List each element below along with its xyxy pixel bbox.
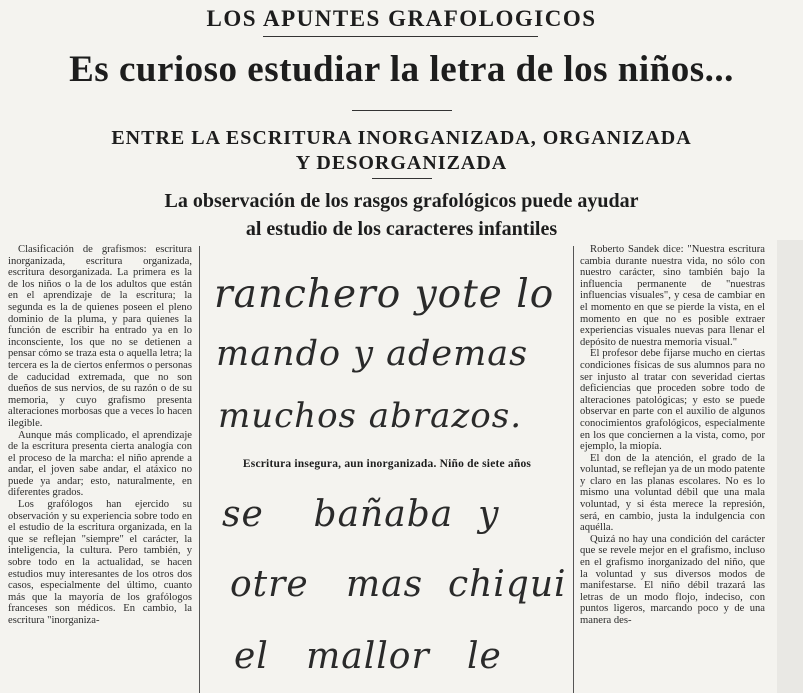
- subdeck-line-2: al estudio de los caracteres infantiles: [245, 218, 558, 240]
- subdeck-line-1: La observación de los rasgos grafológicos puede ayudar: [164, 190, 639, 212]
- paragraph: Los grafólogos han ejercido su observación y su experiencia sobre todo en el estudio de la escritura organizada, en la que se reflejan "siempre" el carácter, la inteligencia, la cultura. Pero también, y sobre todo en la actualidad, se hacen estudios muy interesantes de los otros dos casos, especialmente del último, cuanto más que la mayoría de los grafólogos franceses son médicos. En cambio, la escritura "inorganiza-: [8, 499, 192, 626]
- handwriting-sample-1-line-2: mando y ademas: [216, 334, 529, 374]
- handwriting-sample-1-line-1: ranchero yote lo: [214, 272, 555, 317]
- headline: Es curioso estudiar la letra de los niños...: [69, 49, 734, 90]
- deck: [100, 126, 703, 176]
- handwriting-sample-2-line-2: otre mas chiqui: [230, 564, 567, 605]
- page-edge: [777, 240, 803, 693]
- headline-divider: [352, 110, 452, 111]
- column-rule-right: [573, 246, 574, 693]
- right-column: [580, 244, 765, 627]
- paragraph: Roberto Sandek dice: "Nuestra escritura cambia durante nuestra vida, no sólo con nuestro carácter, sino también bajo la influencia permanente de "nuestras influencias visuales", y cesa de cambiar en el momento en que se pierde la vista, en el momento en que no es posible extraer experiencias visuales nuevas para llenar el depósito de nuestra memoria visual.": [580, 244, 765, 348]
- left-column: [8, 244, 192, 627]
- handwriting-figure: [206, 246, 568, 693]
- column-rule-left: [199, 246, 200, 693]
- paragraph: El profesor debe fijarse mucho en ciertas condiciones físicas de sus alumnos para no ser injusto al tratar con severidad ciertas deficiencias que proceden sobre todo de alteraciones patológicas; y esto se puede observar en parte con el auxilio de algunos conocimientos grafológicos, especialmente en los que conciernen a la vista, como, por ejemplo, la miopía.: [580, 348, 765, 453]
- handwriting-sample-1-line-3: muchos abrazos.: [218, 396, 522, 436]
- subdeck: [60, 187, 743, 243]
- paragraph: Clasificación de grafismos: escritura inorganizada, escritura organizada, escritura desorganizada. La primera es la de los niños o la de los adultos que están en el aprendizaje de la escritura; la segunda es la de quienes poseen el pleno dominio de la pluma, y para quienes la función de escribir ha entrado ya en lo inconsciente, los que no se detienen a pensar cómo se traza esta o aquella letra; la tercera es la de ciertos enfermos o personas de caducidad extremada, que no son dueños de sus nervios, de su razón o de su memoria, y cuyo grafismo presenta alteraciones morbosas que a veces lo hacen ilegible.: [8, 244, 192, 429]
- deck-divider: [372, 178, 432, 179]
- deck-line-2: Y DESORGANIZADA: [295, 152, 508, 174]
- paragraph: Aunque más complicado, el aprendizaje de la escritura presenta cierta analogía con el proceso de la marcha: el niño aprende a andar, el joven sabe andar, el atáxico no puede ya andar; esto, naturalmente, en diferentes grados.: [8, 429, 192, 499]
- handwriting-sample-2-line-3: el mallor le: [234, 636, 502, 677]
- deck-line-1: ENTRE LA ESCRITURA INORGANIZADA, ORGANIZADA: [111, 127, 692, 149]
- figure-caption: Escritura insegura, aun inorganizada. Niño de siete años: [242, 458, 532, 470]
- paragraph: Quizá no hay una condición del carácter que se revele mejor en el grafismo, incluso en el grafismo inorganizado del niño, que la voluntad y sus diversos modos de manifestarse. El niño débil trazará las letras de un modo flojo, indeciso, con puntos ligeros, marcando poco y de una manera des-: [580, 533, 765, 626]
- kicker-underline: [263, 36, 538, 37]
- section-kicker: LOS APUNTES GRAFOLOGICOS: [206, 6, 597, 31]
- handwriting-sample-2-line-1: se bañaba y: [222, 494, 500, 535]
- paragraph: El don de la atención, el grado de la voluntad, se reflejan ya de un modo patente y claro en las planas escolares. No es lo mismo una voluntad débil que una mala voluntad, y si ésta merece la represión, será, en cambio, justa la indulgencia con aquélla.: [580, 452, 765, 534]
